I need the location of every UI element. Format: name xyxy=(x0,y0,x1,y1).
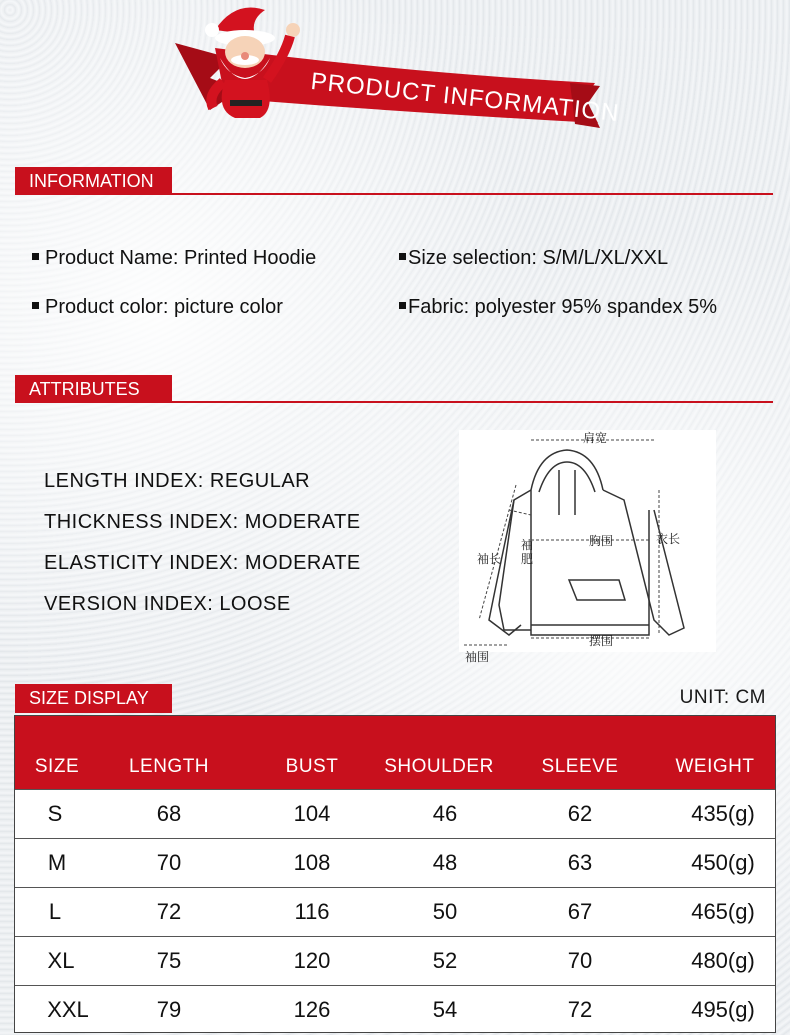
info-text: Product Name: Printed Hoodie xyxy=(45,247,317,269)
unit-label: UNIT: CM xyxy=(679,687,766,708)
table-cell: 108 xyxy=(293,850,331,875)
diagram-label-shoulder: 肩宽 xyxy=(583,431,608,445)
table-cell: 104 xyxy=(293,801,331,826)
table-cell: 67 xyxy=(567,899,593,924)
table-row xyxy=(15,887,775,937)
size-display-header: SIZE DISPLAY xyxy=(15,684,172,713)
info-item xyxy=(32,247,316,270)
bullet-icon xyxy=(399,302,406,309)
bullet-icon xyxy=(399,253,406,260)
info-text: Fabric: polyester 95% spandex 5% xyxy=(408,296,718,318)
table-cell: 79 xyxy=(156,997,182,1022)
attribute-length: LENGTH INDEX: REGULAR xyxy=(44,470,311,492)
table-cell: 435(g) xyxy=(691,801,755,826)
table-row xyxy=(15,838,775,888)
santa-illustration xyxy=(185,0,320,125)
bullet-icon xyxy=(32,253,39,260)
column-header: WEIGHT xyxy=(675,756,755,777)
table-cell: 480(g) xyxy=(691,948,755,973)
attributes-divider xyxy=(15,401,773,403)
size-table-header xyxy=(15,716,775,789)
size-table xyxy=(14,715,776,1033)
info-item xyxy=(32,296,283,319)
attributes-header: ATTRIBUTES xyxy=(15,375,172,403)
table-cell: 62 xyxy=(567,801,593,826)
table-cell: 54 xyxy=(432,997,458,1022)
table-cell: 52 xyxy=(432,948,458,973)
table-cell: 68 xyxy=(156,801,182,826)
hoodie-measurement-diagram xyxy=(459,430,716,664)
column-header: BUST xyxy=(285,756,339,777)
table-cell: L xyxy=(48,899,62,924)
diagram-label-hem: 摆围 xyxy=(589,634,614,648)
table-cell: 126 xyxy=(293,997,331,1022)
table-cell: 48 xyxy=(432,850,458,875)
table-cell: 72 xyxy=(567,997,593,1022)
attribute-elasticity: ELASTICITY INDEX: MODERATE xyxy=(44,552,361,574)
diagram-label-length: 衣长 xyxy=(656,532,681,546)
info-text: Product color: picture color xyxy=(45,296,283,318)
table-cell: S xyxy=(47,801,63,826)
attribute-thickness: THICKNESS INDEX: MODERATE xyxy=(44,511,361,533)
column-header: SHOULDER xyxy=(384,756,494,777)
column-header: SIZE xyxy=(34,756,80,777)
diagram-label-sleeve: 袖长 xyxy=(477,552,502,566)
column-header: SLEEVE xyxy=(541,756,619,777)
diagram-label-sleeve-width: 袖肥 xyxy=(521,538,534,566)
table-cell: 72 xyxy=(156,899,182,924)
table-cell: 46 xyxy=(432,801,458,826)
attribute-version: VERSION INDEX: LOOSE xyxy=(44,593,291,615)
table-row xyxy=(15,985,775,1035)
table-row xyxy=(15,936,775,986)
information-divider xyxy=(15,193,773,195)
table-cell: 63 xyxy=(567,850,593,875)
table-cell: 465(g) xyxy=(691,899,755,924)
table-cell: 495(g) xyxy=(691,997,755,1022)
diagram-label-chest: 胸围 xyxy=(589,534,614,548)
table-cell: 70 xyxy=(156,850,182,875)
info-text: Size selection: S/M/L/XL/XXL xyxy=(408,247,669,269)
info-item xyxy=(399,296,717,319)
table-row xyxy=(15,789,775,839)
info-item xyxy=(399,247,668,270)
table-cell: 70 xyxy=(567,948,593,973)
table-cell: 116 xyxy=(294,899,330,924)
table-cell: 75 xyxy=(156,948,182,973)
table-cell: 450(g) xyxy=(691,850,755,875)
table-cell: XXL xyxy=(47,997,89,1022)
table-cell: M xyxy=(47,850,67,875)
bullet-icon xyxy=(32,302,39,309)
table-cell: 120 xyxy=(293,948,331,973)
table-cell: 50 xyxy=(432,899,458,924)
column-header: LENGTH xyxy=(128,756,210,777)
table-cell: XL xyxy=(47,948,75,973)
banner-title: PRODUCT INFORMATION xyxy=(309,67,621,128)
diagram-label-cuff: 袖围 xyxy=(465,650,490,664)
information-header: INFORMATION xyxy=(15,167,172,195)
